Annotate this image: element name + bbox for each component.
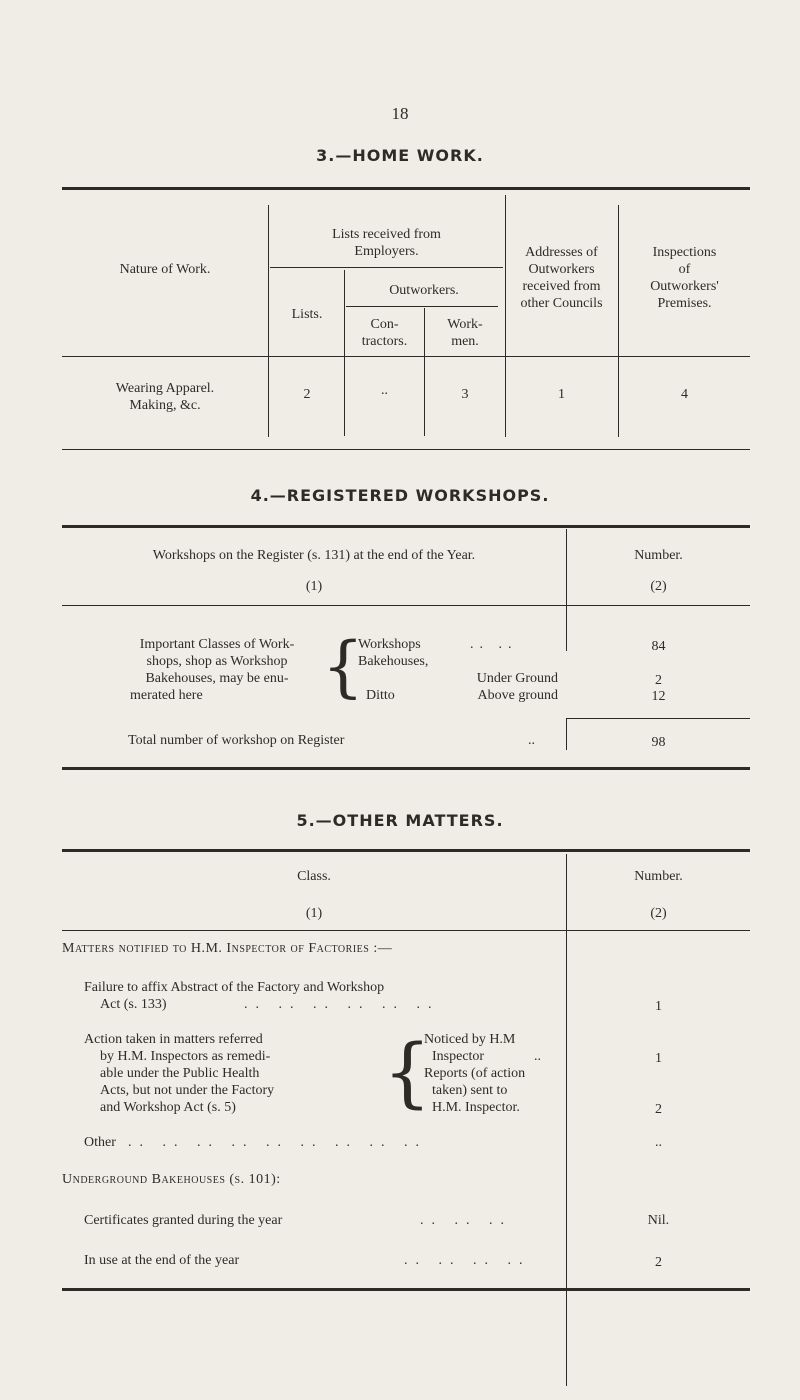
s4-item-above-ground: Above ground (477, 688, 558, 703)
leader-dots: .. .. (470, 637, 518, 652)
s5-reports-value: 2 (655, 1102, 662, 1117)
s4-col1-header: Workshops on the Register (s. 131) at the end of the Year. (152, 548, 476, 563)
s4-value-under-ground: 2 (655, 673, 662, 688)
leader-dots: .. .. .. .. (404, 1253, 531, 1268)
row-workmen-value: 3 (461, 387, 469, 402)
s4-col1-number: (1) (305, 579, 323, 594)
section-5-title: 5.—OTHER MATTERS. (296, 811, 504, 830)
row-nature: Wearing Apparel. (115, 381, 215, 396)
leader-dots: .. (534, 1049, 541, 1064)
header-addresses: other Councils (520, 296, 603, 311)
s5-certificates-label: Certificates granted during the year (84, 1213, 283, 1228)
section-4-top-rule (62, 525, 750, 528)
row-contractors-value: .. (381, 383, 388, 398)
s4-col2-header: Number. (634, 548, 683, 563)
leader-dots: .. .. .. (420, 1213, 512, 1228)
brace-icon: { (322, 628, 364, 705)
s5-col1-header: Class. (297, 869, 331, 884)
s5-action-text: Acts, but not under the Factory (100, 1083, 275, 1098)
header-addresses: Addresses of (525, 245, 598, 260)
s5-col2-header: Number. (634, 869, 683, 884)
leader-dots: .. (528, 733, 535, 748)
header-lists: Lists. (291, 307, 323, 322)
header-inspections: of (678, 262, 691, 277)
s4-total-label: Total number of workshop on Register (128, 733, 345, 748)
row-lists-value: 2 (303, 387, 311, 402)
header-addresses: received from (522, 279, 601, 294)
leader-dots: .. .. .. .. .. .. (244, 997, 440, 1012)
s5-action-text: Action taken in matters referred (84, 1032, 263, 1047)
s5-failure-text: Failure to affix Abstract of the Factory and Workshop (84, 980, 385, 995)
s5-action-text: and Workshop Act (s. 5) (100, 1100, 236, 1115)
header-workmen: Work- (447, 317, 483, 332)
s4-item-ditto: Ditto (366, 688, 395, 703)
brace-icon: { (383, 1027, 432, 1116)
s4-total-rule (567, 718, 750, 719)
s5-noticed-value: 1 (655, 1051, 662, 1066)
header-nature-of-work: Nature of Work. (119, 262, 211, 277)
s4-left-text: Important Classes of Work- (139, 637, 295, 652)
row-addresses-value: 1 (558, 387, 565, 402)
s5-reports-text: H.M. Inspector. (432, 1100, 520, 1115)
s5-action-text: by H.M. Inspectors as remedi- (100, 1049, 271, 1064)
s4-item-workshops: Workshops (358, 637, 421, 652)
header-rule (346, 306, 498, 307)
section-3-title: 3.—HOME WORK. (316, 146, 484, 165)
header-inspections: Premises. (657, 296, 712, 311)
s5-certificates-value: Nil. (647, 1213, 670, 1228)
header-lists-received: Lists received from (332, 227, 441, 242)
s4-item-under-ground: Under Ground (476, 671, 558, 686)
s4-item-bakehouses: Bakehouses, (358, 654, 429, 669)
s5-underground-heading: Underground Bakehouses (s. 101): (62, 1172, 281, 1187)
s5-in-use-label: In use at the end of the year (84, 1253, 240, 1268)
header-contractors: Con- (370, 317, 399, 332)
header-bottom-rule (62, 356, 750, 357)
s5-col1-number: (1) (305, 906, 323, 921)
header-workmen: men. (451, 334, 479, 349)
header-rule (270, 267, 503, 268)
section-4-title: 4.—REGISTERED WORKSHOPS. (250, 486, 550, 505)
header-inspections: Outworkers' (650, 279, 719, 294)
s4-total-value: 98 (651, 735, 666, 750)
s4-value-workshops: 84 (651, 639, 666, 654)
header-lists-received: Employers. (354, 244, 419, 259)
divider (268, 205, 269, 437)
s5-other-label: Other (84, 1135, 116, 1150)
section-3-bottom-rule (62, 449, 750, 450)
s5-noticed-text: Inspector (432, 1049, 485, 1064)
s4-header-rule (62, 605, 750, 606)
s5-reports-text: taken) sent to (432, 1083, 508, 1098)
s5-failure-text: Act (s. 133) (100, 997, 167, 1012)
s4-value-above-ground: 12 (651, 689, 666, 704)
divider (566, 854, 567, 1386)
header-outworkers: Outworkers. (389, 283, 459, 298)
header-addresses: Outworkers (528, 262, 595, 277)
s5-reports-text: Reports (of action (424, 1066, 526, 1081)
s4-col2-number: (2) (650, 579, 667, 594)
section-3-top-rule (62, 187, 750, 190)
s5-col2-number: (2) (650, 906, 667, 921)
s5-action-text: able under the Public Health (100, 1066, 260, 1081)
page-number: 18 (391, 104, 409, 123)
s5-failure-value: 1 (655, 999, 662, 1014)
s4-left-text: Bakehouses, may be enu- (145, 671, 289, 686)
row-nature: Making, &c. (129, 398, 201, 413)
s5-header-rule (62, 930, 750, 931)
s5-other-value: .. (655, 1135, 662, 1150)
s4-left-text: merated here (130, 688, 203, 703)
row-inspections-value: 4 (681, 387, 688, 402)
s5-matters-heading: Matters notified to H.M. Inspector of Factories :— (62, 941, 393, 956)
leader-dots: .. .. .. .. .. .. .. .. .. (128, 1135, 427, 1150)
header-inspections: Inspections (652, 245, 717, 260)
header-contractors: tractors. (361, 334, 408, 349)
s4-left-text: shops, shop as Workshop (146, 654, 288, 669)
section-4-bottom-rule (62, 767, 750, 770)
s5-noticed-text: Noticed by H.M (424, 1032, 516, 1047)
section-5-bottom-rule (62, 1288, 750, 1291)
section-5-top-rule (62, 849, 750, 852)
s5-in-use-value: 2 (655, 1255, 662, 1270)
